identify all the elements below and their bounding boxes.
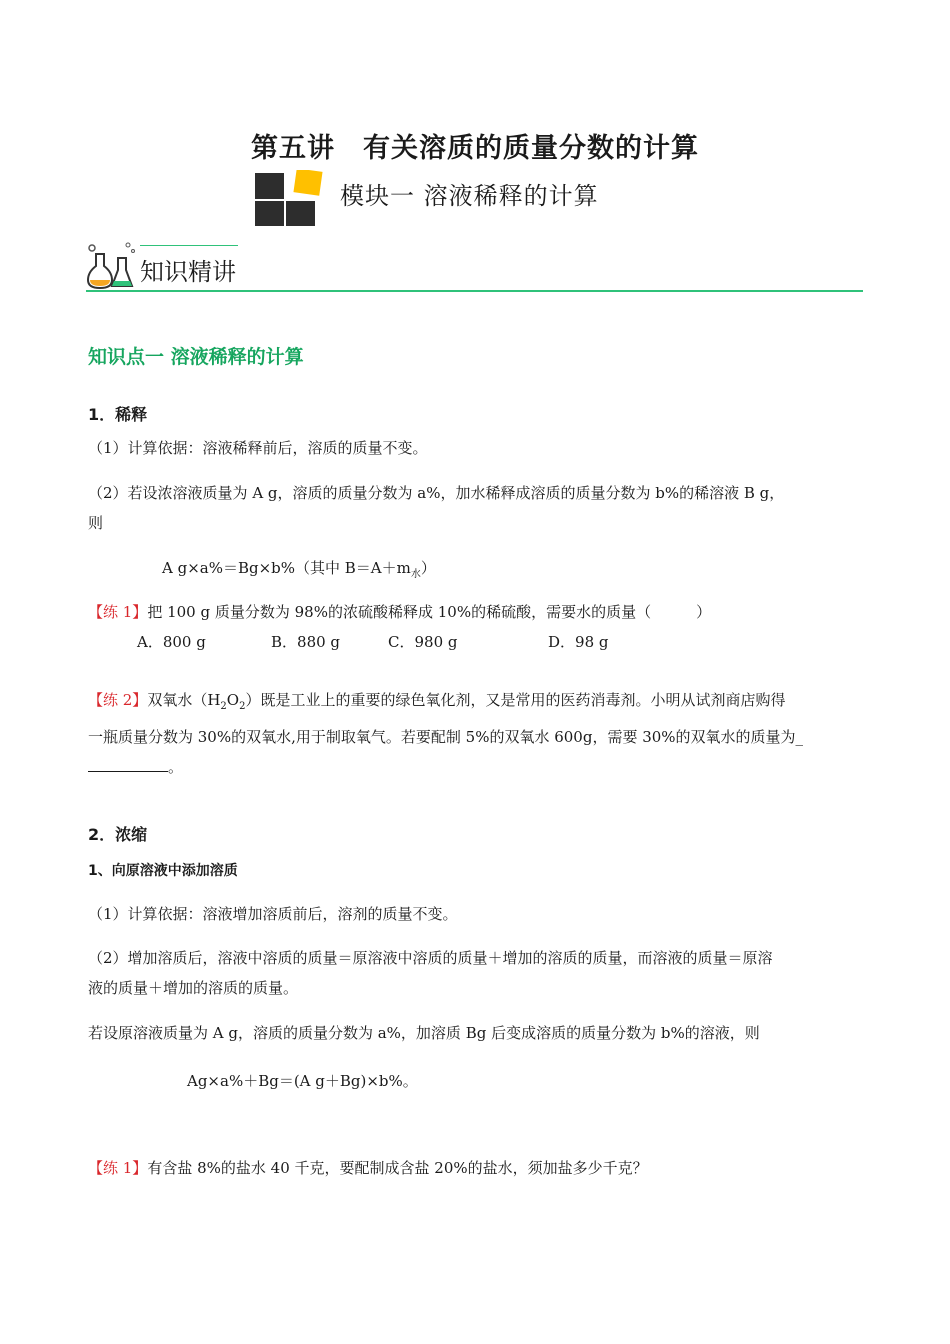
concentration-formula: Ag×a%＋Bg＝(A g＋Bg)×b%。: [187, 1072, 418, 1090]
exercise-text: 双氧水（H: [147, 691, 221, 709]
description-line2: 液的质量＋增加的溶质的质量。: [88, 979, 299, 997]
section-title: 知识精讲: [140, 258, 236, 286]
exercise-text: 有含盐 8%的盐水 40 千克，要配制成含盐 20%的盐水，须加盐多少千克？: [147, 1159, 648, 1177]
exercise-text: 。: [168, 758, 184, 776]
exercise-text: 一瓶质量分数为 30%的双氧水,用于制取氧气。若要配制 5%的双氧水 600g，需要 30%的双氧水的质量为_: [88, 728, 804, 746]
page-title: 第五讲 有关溶质的质量分数的计算: [251, 133, 699, 164]
exercise-tag: 【练 1】: [88, 1159, 148, 1177]
description-line1: （2）增加溶质后，溶液中溶质的质量＝原溶液中溶质的质量＋增加的溶质的质量，而溶液的质量＝原溶: [88, 949, 773, 967]
concentration-heading: 2．浓缩: [88, 825, 148, 844]
lab-flask-icon: [86, 240, 138, 290]
answer-blank[interactable]: [88, 755, 168, 772]
section-top-line: [140, 245, 238, 246]
dilution-heading: 1．稀释: [88, 405, 148, 424]
concentration-basis: （1）计算依据：溶液增加溶质前后，溶剂的质量不变。: [88, 905, 458, 923]
knowledge-point-title: 知识点一 溶液稀释的计算: [88, 346, 304, 368]
exercise-text: 把 100 g 质量分数为 98%的浓硫酸稀释成 10%的稀硫酸，需要水的质量（ ）: [147, 603, 712, 621]
subscript: 2: [220, 701, 227, 712]
concentration-exercise-1: [88, 1153, 866, 1183]
exercise-tag: 【练 1】: [88, 603, 148, 621]
option-d: D．98 g: [548, 633, 609, 651]
concentration-setup: 若设原溶液质量为 A g，溶质的质量分数为 a%，加溶质 Bg 后变成溶质的质量分数为 b%的溶液，则: [88, 1024, 760, 1042]
dilution-exercise-1: [88, 597, 866, 627]
dilution-formula-end: ）: [420, 559, 436, 577]
dilution-exercise-2: [88, 685, 866, 782]
dilution-basis: （1）计算依据：溶液稀释前后，溶质的质量不变。: [88, 439, 428, 457]
option-c: C．980 g: [388, 633, 458, 651]
exercise-text: ）既是工业上的重要的绿色氧化剂，又是常用的医药消毒剂。小明从试剂商店购得: [245, 691, 786, 709]
subscript: 2: [239, 701, 246, 712]
concentration-subheading: 1、向原溶液中添加溶质: [88, 863, 238, 879]
dilution-setup-line2: 则: [88, 514, 104, 532]
dilution-setup-line1: （2）若设浓溶液质量为 A g，溶质的质量分数为 a%，加水稀释成溶质的质量分数为 b%的稀溶液 B g，: [88, 484, 785, 502]
dilution-setup: [88, 478, 866, 538]
concentration-description: [88, 943, 866, 1003]
dilution-formula-sub: 水: [410, 569, 421, 580]
module-logo-icon: [255, 170, 327, 228]
exercise-tag: 【练 2】: [88, 691, 148, 709]
option-a: A．800 g: [137, 633, 206, 651]
dilution-formula: [162, 553, 436, 590]
option-b: B．880 g: [271, 633, 341, 651]
section-divider: [86, 290, 863, 292]
exercise-text: O: [226, 691, 240, 709]
module-title: 模块一 溶液稀释的计算: [340, 182, 599, 210]
dilution-formula-main: A g×a%＝Bg×b%（其中 B＝A＋m: [162, 559, 411, 577]
